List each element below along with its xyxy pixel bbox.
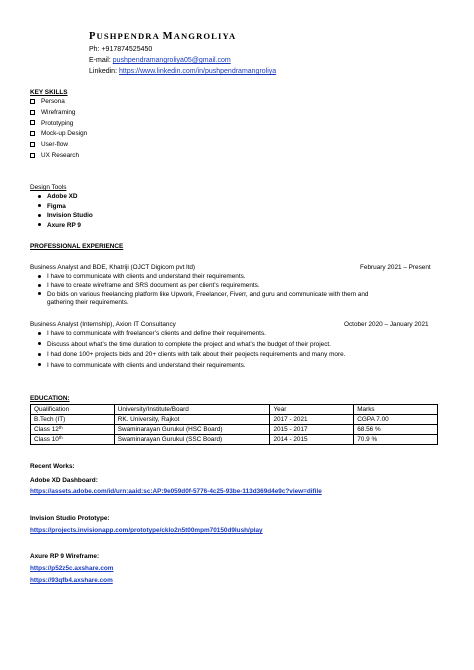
year-cell: 2014 - 2015: [270, 435, 354, 445]
marks-cell: CGPA 7.00: [354, 415, 438, 425]
table-row: [31, 425, 438, 435]
xd-dashboard-heading: Adobe XD Dashboard:: [30, 477, 98, 484]
list-item: I have to create wireframe and SRS document as per client’s requirements.: [38, 282, 368, 291]
email-link[interactable]: pushpendramangroliya05@gmail.com: [112, 57, 231, 64]
board-cell: RK. University, Rajkot: [114, 415, 270, 425]
list-item: UX Research: [30, 152, 87, 163]
design-tools-heading: Design Tools: [30, 184, 67, 191]
column-header: University/Institute/Board: [114, 405, 270, 415]
column-header: Year: [270, 405, 354, 415]
checkbox-bullet-icon: [30, 131, 35, 136]
axure-link-2[interactable]: https://93qfb4.axshare.com: [30, 577, 113, 584]
list-item: Persona: [30, 98, 87, 109]
year-cell: 2017 - 2021: [270, 415, 354, 425]
key-skills-list: [30, 98, 87, 163]
column-header: Qualification: [31, 405, 115, 415]
linkedin-link[interactable]: https://www.linkedin.com/in/pushpendramangroliya: [118, 68, 277, 75]
list-item: Axure RP 9: [38, 222, 93, 232]
list-item: I had done 100+ projects bids and 20+ clients with talk about their peojects requirements and many more.: [38, 351, 345, 362]
phone-line: Ph: +917874525450: [89, 46, 153, 53]
list-item: Do bids on various freelancing platform like Upwork, Freelancer, Fiverr, and guru and communicate with them and: [38, 291, 368, 300]
checkbox-bullet-icon: [30, 142, 35, 147]
bullet-icon: [38, 275, 41, 278]
job-dates: February 2021 – Present: [360, 264, 431, 271]
candidate-name: PUSHPENDRA MANGROLIYA: [89, 31, 237, 42]
job-bullets: [38, 330, 345, 372]
qualification-cell: Class 12th: [31, 425, 115, 435]
linkedin-line: Linkedin: https://www.linkedin.com/in/pushpendramangroliya: [89, 68, 277, 75]
checkbox-bullet-icon: [30, 99, 35, 104]
bullet-icon: [38, 204, 41, 207]
table-header-row: [31, 405, 438, 415]
bullet-icon: [38, 292, 41, 295]
list-item: User-flow: [30, 141, 87, 152]
list-item: Mock-up Design: [30, 130, 87, 141]
design-tools-list: [38, 193, 93, 231]
table-row: [31, 415, 438, 425]
list-item: Prototyping: [30, 120, 87, 131]
job-title: Business Analyst (Internship), Axion IT Consultancy: [30, 321, 176, 328]
list-item: gathering their requirements.: [47, 299, 129, 307]
qualification-cell: Class 10th: [31, 435, 115, 445]
bullet-icon: [38, 332, 41, 335]
bullet-icon: [38, 214, 41, 217]
list-item: Figma: [38, 203, 93, 213]
column-header: Marks: [354, 405, 438, 415]
invision-heading: Invision Studio Prototype:: [30, 515, 110, 522]
job-bullets: [38, 273, 368, 308]
email-line: E-mail: pushpendramangroliya05@gmail.com: [89, 57, 231, 64]
board-cell: Swaminarayan Gurukul (SSC Board): [114, 435, 270, 445]
key-skills-heading: KEY SKILLS: [30, 89, 68, 96]
year-cell: 2015 - 2017: [270, 425, 354, 435]
phone-number: +917874525450: [101, 46, 153, 53]
bullet-icon: [38, 342, 41, 345]
qualification-cell: B.Tech (IT): [31, 415, 115, 425]
bullet-icon: [38, 223, 41, 226]
education-table: [30, 404, 438, 445]
job-title: Business Analyst and BDE, Khatriji (OJCT Digicom pvt ltd): [30, 264, 196, 271]
list-item: Adobe XD: [38, 193, 93, 203]
bullet-icon: [38, 363, 41, 366]
marks-cell: 68.56 %: [354, 425, 438, 435]
list-item: Invision Studio: [38, 212, 93, 222]
list-item: Wireframing: [30, 109, 87, 120]
checkbox-bullet-icon: [30, 120, 35, 125]
xd-dashboard-link[interactable]: https://assets.adobe.com/id/urn:aaid:sc:AP:9e059d0f-5776-4c25-93be-113d369d4e9c?view=difile: [30, 488, 322, 495]
list-item: I have to communicate with clients and understand their requirements.: [38, 273, 368, 282]
experience-heading: PROFESSIONAL EXPERIENCE: [30, 243, 124, 250]
bullet-icon: [38, 353, 41, 356]
education-heading: EDUCATION:: [30, 395, 70, 402]
axure-link-1[interactable]: https://p52z5c.axshare.com: [30, 565, 114, 572]
table-row: [31, 435, 438, 445]
checkbox-bullet-icon: [30, 110, 35, 115]
bullet-icon: [38, 195, 41, 198]
list-item: I have to communicate with clients and understand their requirements.: [38, 362, 345, 373]
board-cell: Swaminarayan Gurukul (HSC Board): [114, 425, 270, 435]
invision-link[interactable]: https://projects.invisionapp.com/prototype/cklo2n5t00mpm70150d9lush/play: [30, 527, 263, 534]
bullet-icon: [38, 284, 41, 287]
checkbox-bullet-icon: [30, 153, 35, 158]
list-item: I have to communicate with freelancer’s clients and define their requirements.: [38, 330, 345, 341]
job-dates: October 2020 – January 2021: [344, 321, 429, 328]
list-item: Discuss about what’s the time duration to complete the project and what’s the budget of their project.: [38, 341, 345, 352]
axure-heading: Axure RP 9 Wireframe:: [30, 553, 100, 560]
marks-cell: 70.9 %: [354, 435, 438, 445]
recent-works-heading: Recent Works:: [30, 463, 75, 470]
